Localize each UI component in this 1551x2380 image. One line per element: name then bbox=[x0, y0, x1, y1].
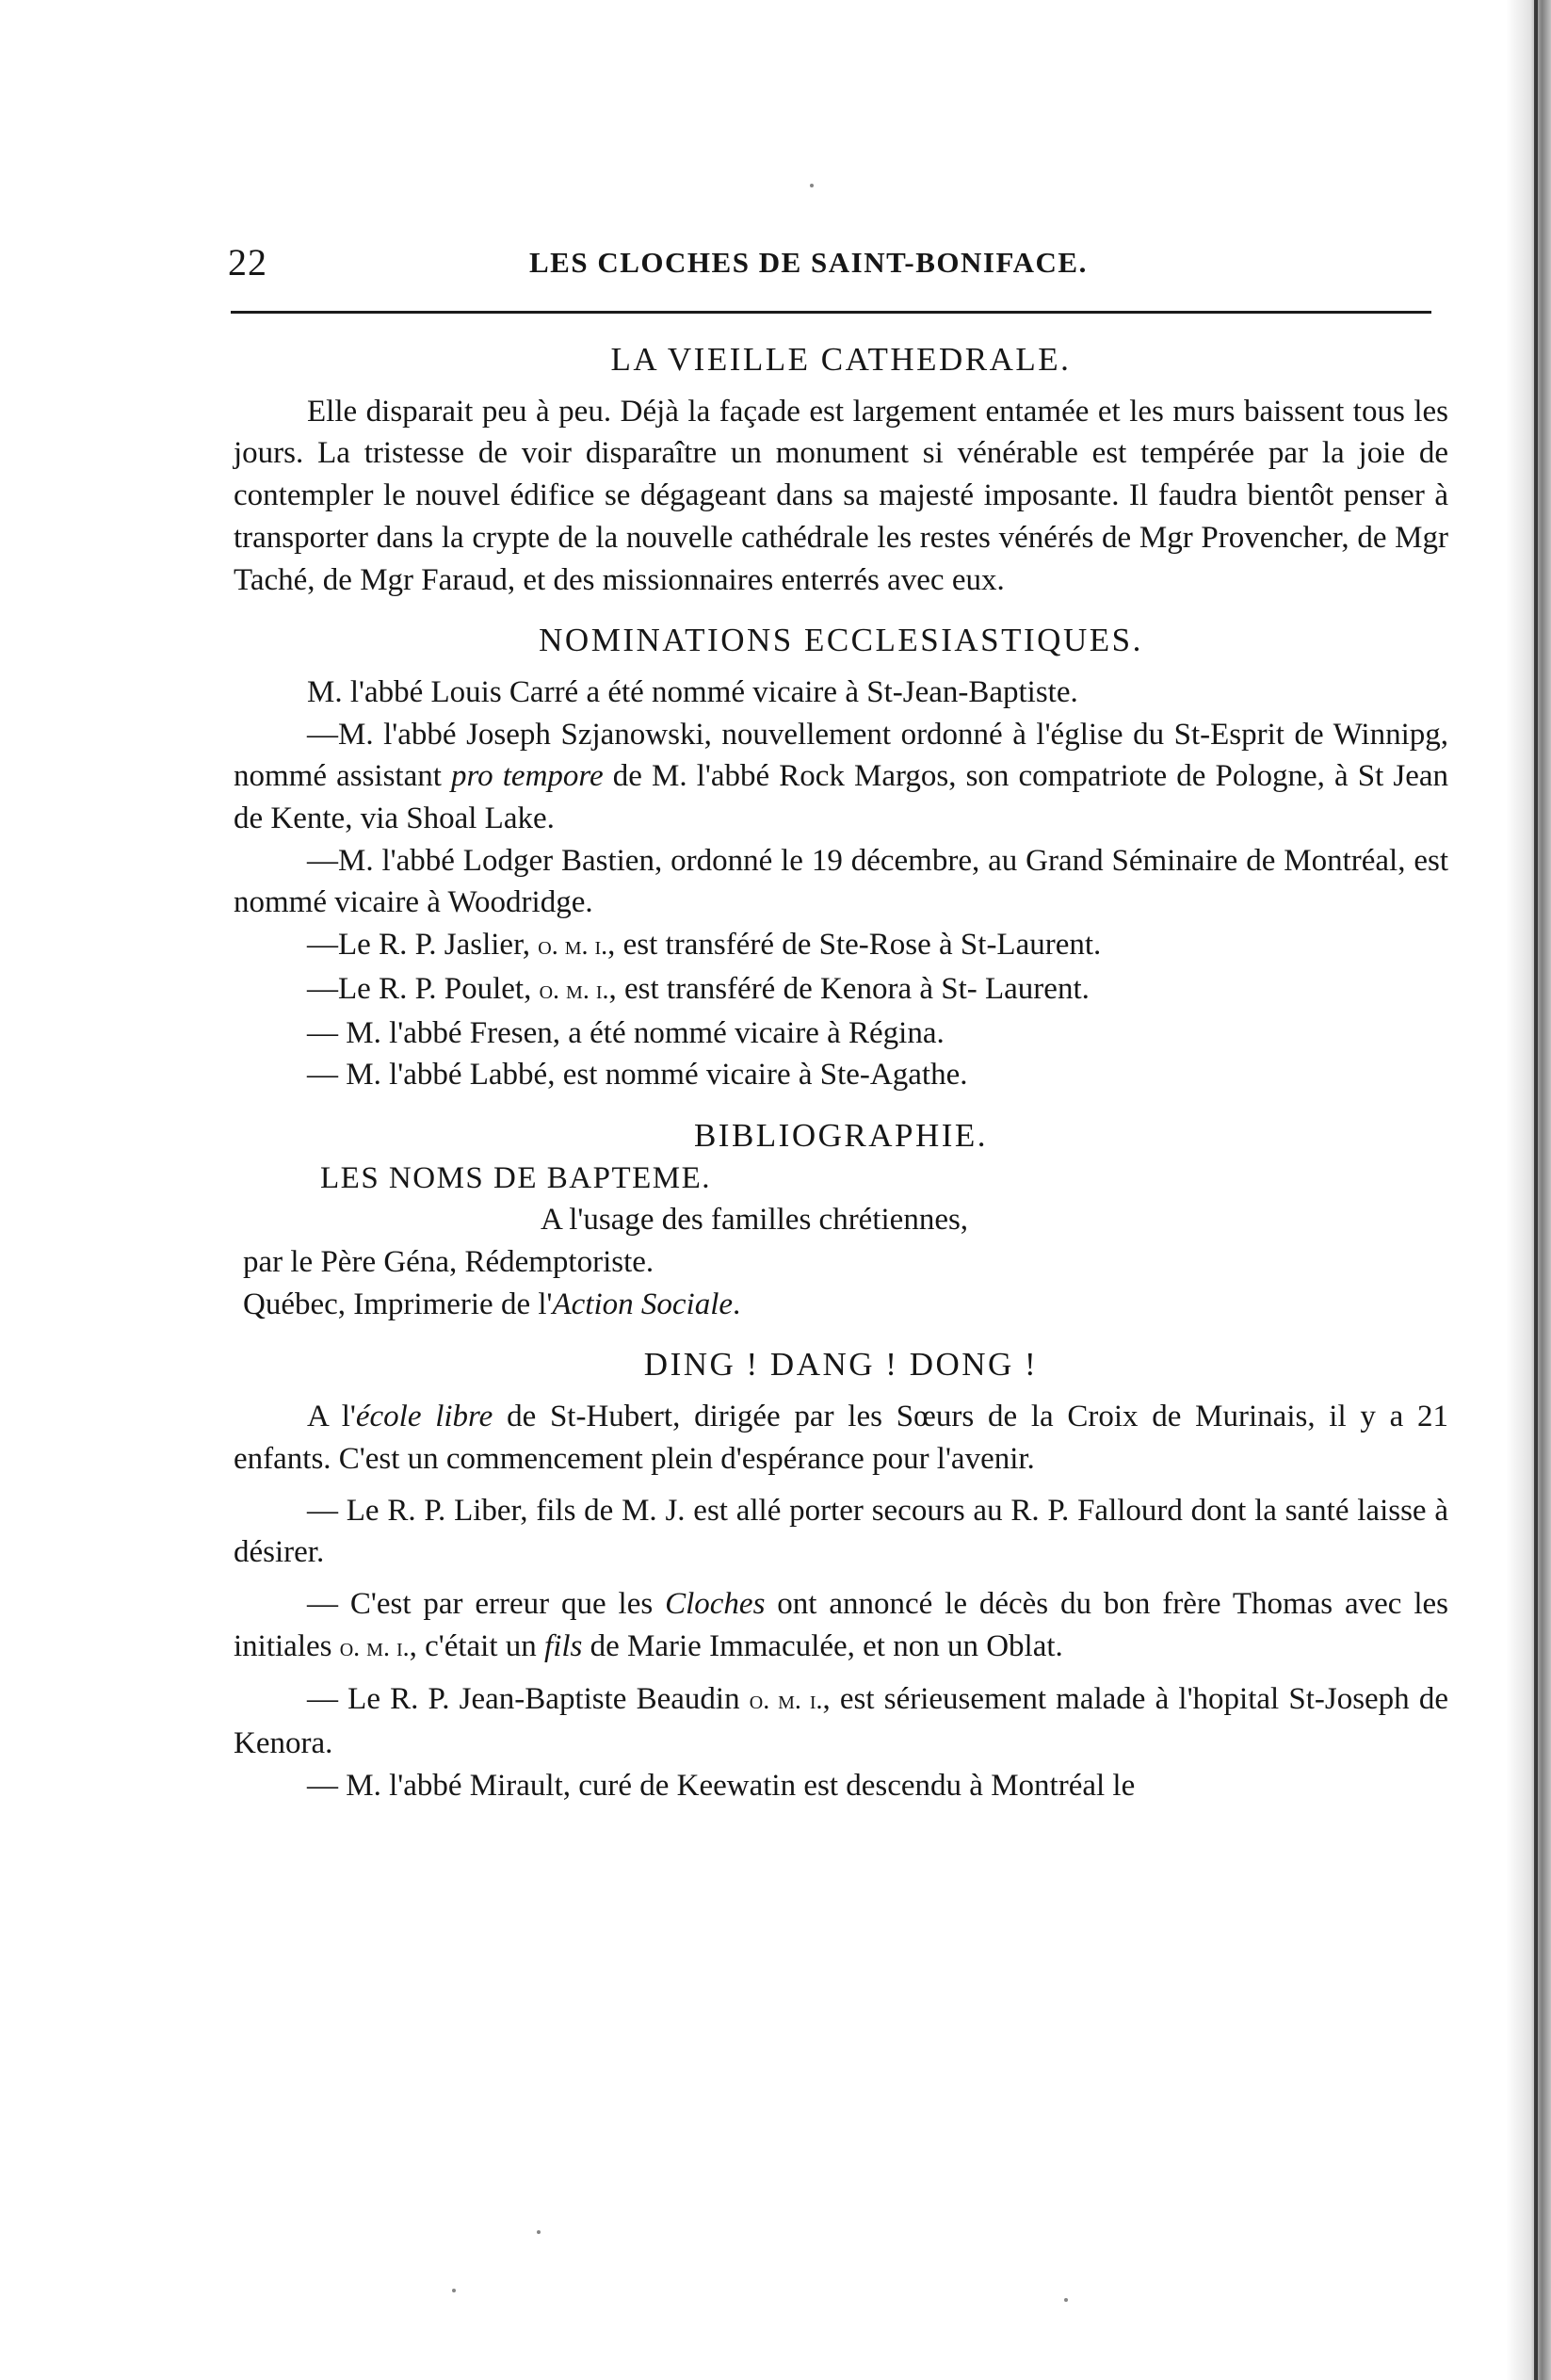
page-content bbox=[234, 339, 1448, 1807]
page-binding-edge bbox=[1534, 0, 1538, 2380]
news-item: — Le R. P. Liber, fils de M. J. est allé porter secours au R. P. Fallourd dont la santé laisse à désirer. bbox=[234, 1493, 1448, 1570]
page-binding-shadow bbox=[1506, 0, 1551, 2380]
paragraph-vieille-cathedrale: Elle disparait peu à peu. Déjà la façade est largement entamée et les murs baissent tous les jours. La tristesse de voir disparaître un monument si vénérable est tempérée par la joie de contempler le nouvel édifice se dégageant dans sa majesté imposante. Il faudra bientôt penser à transporter dans la crypte de la nouvelle cathédrale les restes vénérés de Mgr Provencher, de Mgr Taché, de Mgr Faraud, et des missionnaires enterrés avec eux. bbox=[234, 394, 1448, 597]
book-publisher: Québec, Imprimerie de l'Action Sociale. bbox=[243, 1287, 741, 1321]
nomination-item: —M. l'abbé Lodger Bastien, ordonné le 19 décembre, au Grand Séminaire de Montréal, est nommé vicaire à Woodridge. bbox=[234, 843, 1448, 920]
news-item: — Le R. P. Jean-Baptiste Beaudin o. m. i., est sérieusement malade à l'hopital St-Joseph de Kenora. bbox=[234, 1682, 1448, 1761]
news-item: — C'est par erreur que les Cloches ont annoncé le décès du bon frère Thomas avec les initiales o. m. i., c'était un fils de Marie Immaculée, et non un Oblat. bbox=[234, 1586, 1448, 1663]
nomination-item: — M. l'abbé Labbé, est nommé vicaire à Ste-Agathe. bbox=[307, 1058, 968, 1093]
print-speck bbox=[452, 2289, 456, 2292]
nomination-item: —M. l'abbé Joseph Szjanowski, nouvellement ordonné à l'église du St-Esprit de Winnipg, nommé assistant pro tempore de M. l'abbé Rock Margos, son compatriote de Pologne, à St Jean de Kente, via Shoal Lake. bbox=[234, 717, 1449, 836]
section-title-nominations: NOMINATIONS ECCLESIASTIQUES. bbox=[539, 622, 1143, 659]
nomination-item: M. l'abbé Louis Carré a été nommé vicaire à St-Jean-Baptiste. bbox=[307, 674, 1078, 709]
book-title: LES NOMS DE BAPTEME. bbox=[320, 1160, 712, 1195]
nomination-item: —Le R. P. Poulet, o. m. i., est transféré de Kenora à St- Laurent. bbox=[307, 971, 1090, 1006]
page-number: 22 bbox=[228, 241, 267, 283]
running-title: LES CLOCHES DE SAINT-BONIFACE. bbox=[529, 246, 1088, 279]
section-title-vieille-cathedrale: LA VIEILLE CATHEDRALE. bbox=[610, 341, 1072, 378]
print-speck bbox=[1064, 2298, 1068, 2302]
print-speck bbox=[810, 184, 814, 187]
section-title-ding-dang-dong: DING ! DANG ! DONG ! bbox=[643, 1346, 1039, 1384]
section-title-bibliographie: BIBLIOGRAPHIE. bbox=[693, 1116, 989, 1154]
page-header bbox=[228, 240, 1433, 297]
nomination-item: —Le R. P. Jaslier, o. m. i., est transféré de Ste-Rose à St-Laurent. bbox=[307, 928, 1102, 963]
book-author: par le Père Géna, Rédemptoriste. bbox=[243, 1245, 654, 1280]
print-speck bbox=[537, 2230, 541, 2234]
nomination-item: — M. l'abbé Fresen, a été nommé vicaire à Régina. bbox=[307, 1015, 945, 1050]
news-item: A l'école libre de St-Hubert, dirigée par les Sœurs de la Croix de Murinais, il y a 21 enfants. C'est un commencement plein d'espérance pour l'avenir. bbox=[234, 1400, 1449, 1476]
news-item: — M. l'abbé Mirault, curé de Keewatin est descendu à Montréal le bbox=[307, 1768, 1136, 1803]
header-rule bbox=[231, 311, 1431, 314]
book-subtitle: A l'usage des familles chrétiennes, bbox=[541, 1203, 969, 1238]
